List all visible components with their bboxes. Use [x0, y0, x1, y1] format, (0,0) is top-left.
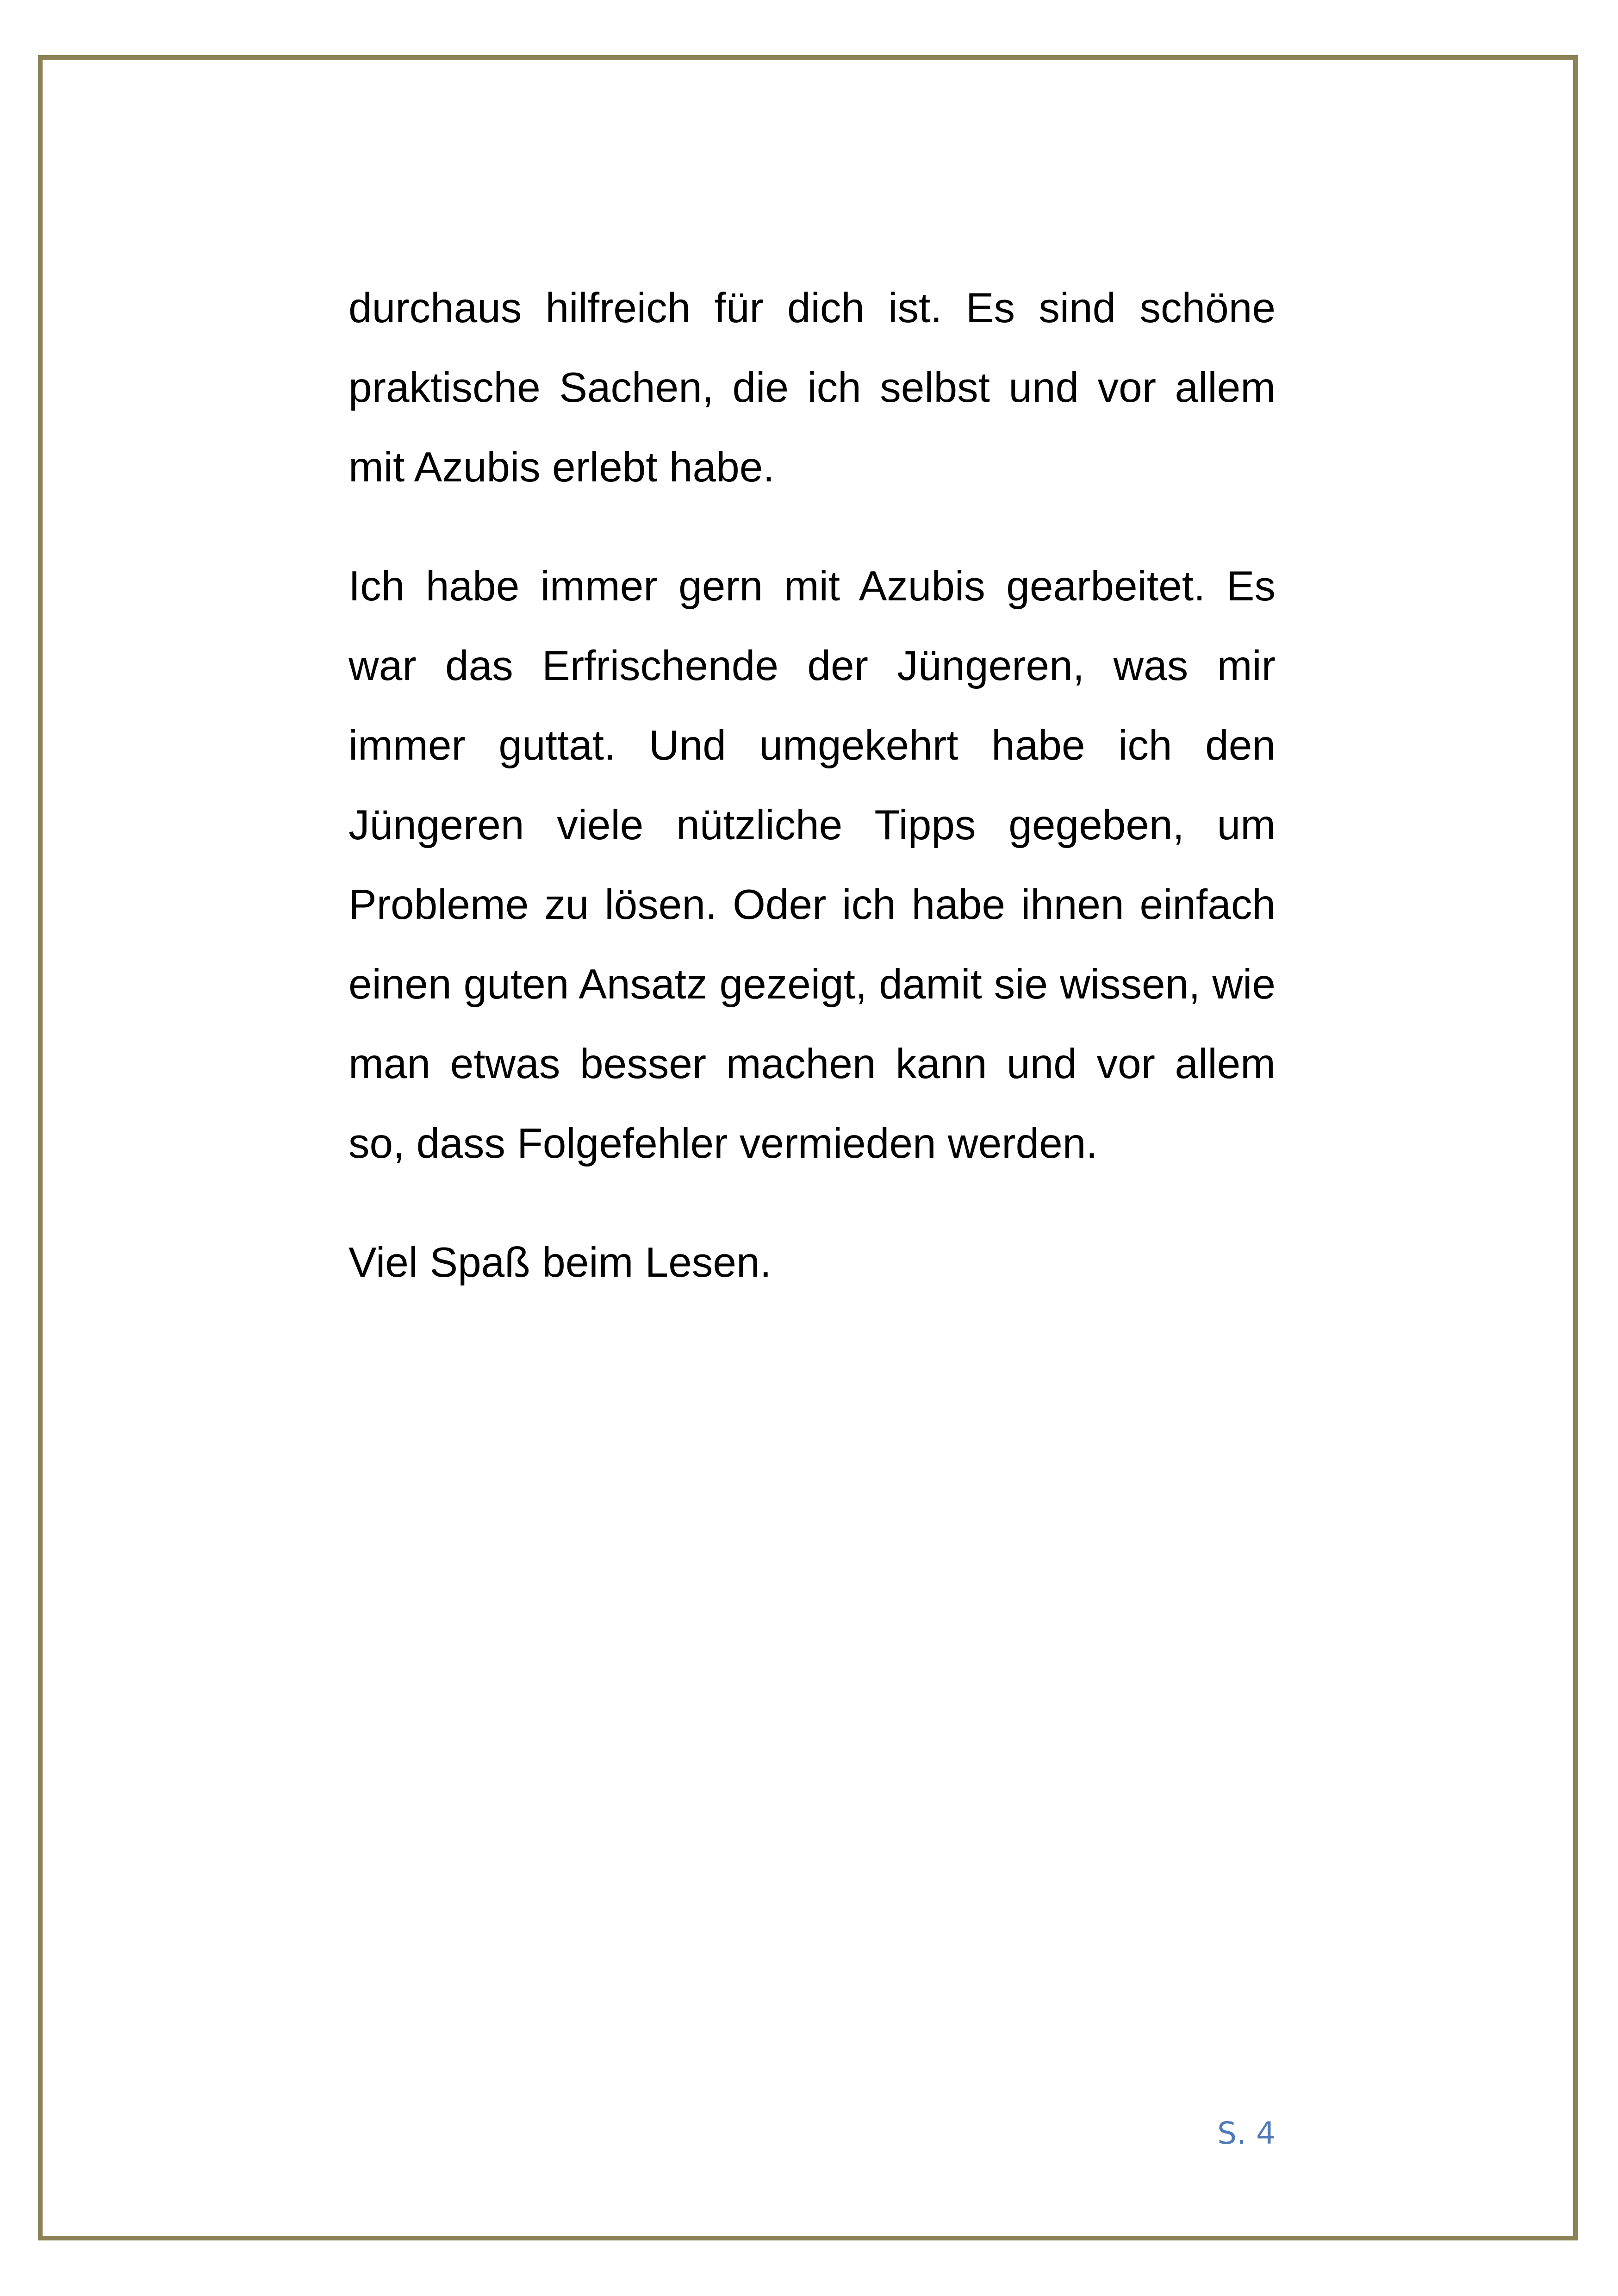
paragraph-2: Ich habe immer gern mit Azubis gearbeitet. Es war das Erfrischende der Jüngeren, was mir immer guttat. Und umgekehrt habe ich den Jüngeren viele nützliche Tipps gegeben, um Probleme zu lösen. Oder ich habe ihnen einfach einen guten Ansatz gezeigt, damit sie wissen, wie man etwas besser machen kann und vor allem so, dass Folgefehler vermieden werden.: [348, 563, 1276, 1167]
paragraph-3: Viel Spaß beim Lesen.: [348, 1239, 772, 1286]
paragraph-1: durchaus hilfreich für dich ist. Es sind schöne praktische Sachen, die ich selbst und vor allem mit Azubis erlebt habe.: [348, 285, 1276, 491]
page-number: S. 4: [1217, 2115, 1276, 2151]
body-text: [348, 268, 1276, 1342]
